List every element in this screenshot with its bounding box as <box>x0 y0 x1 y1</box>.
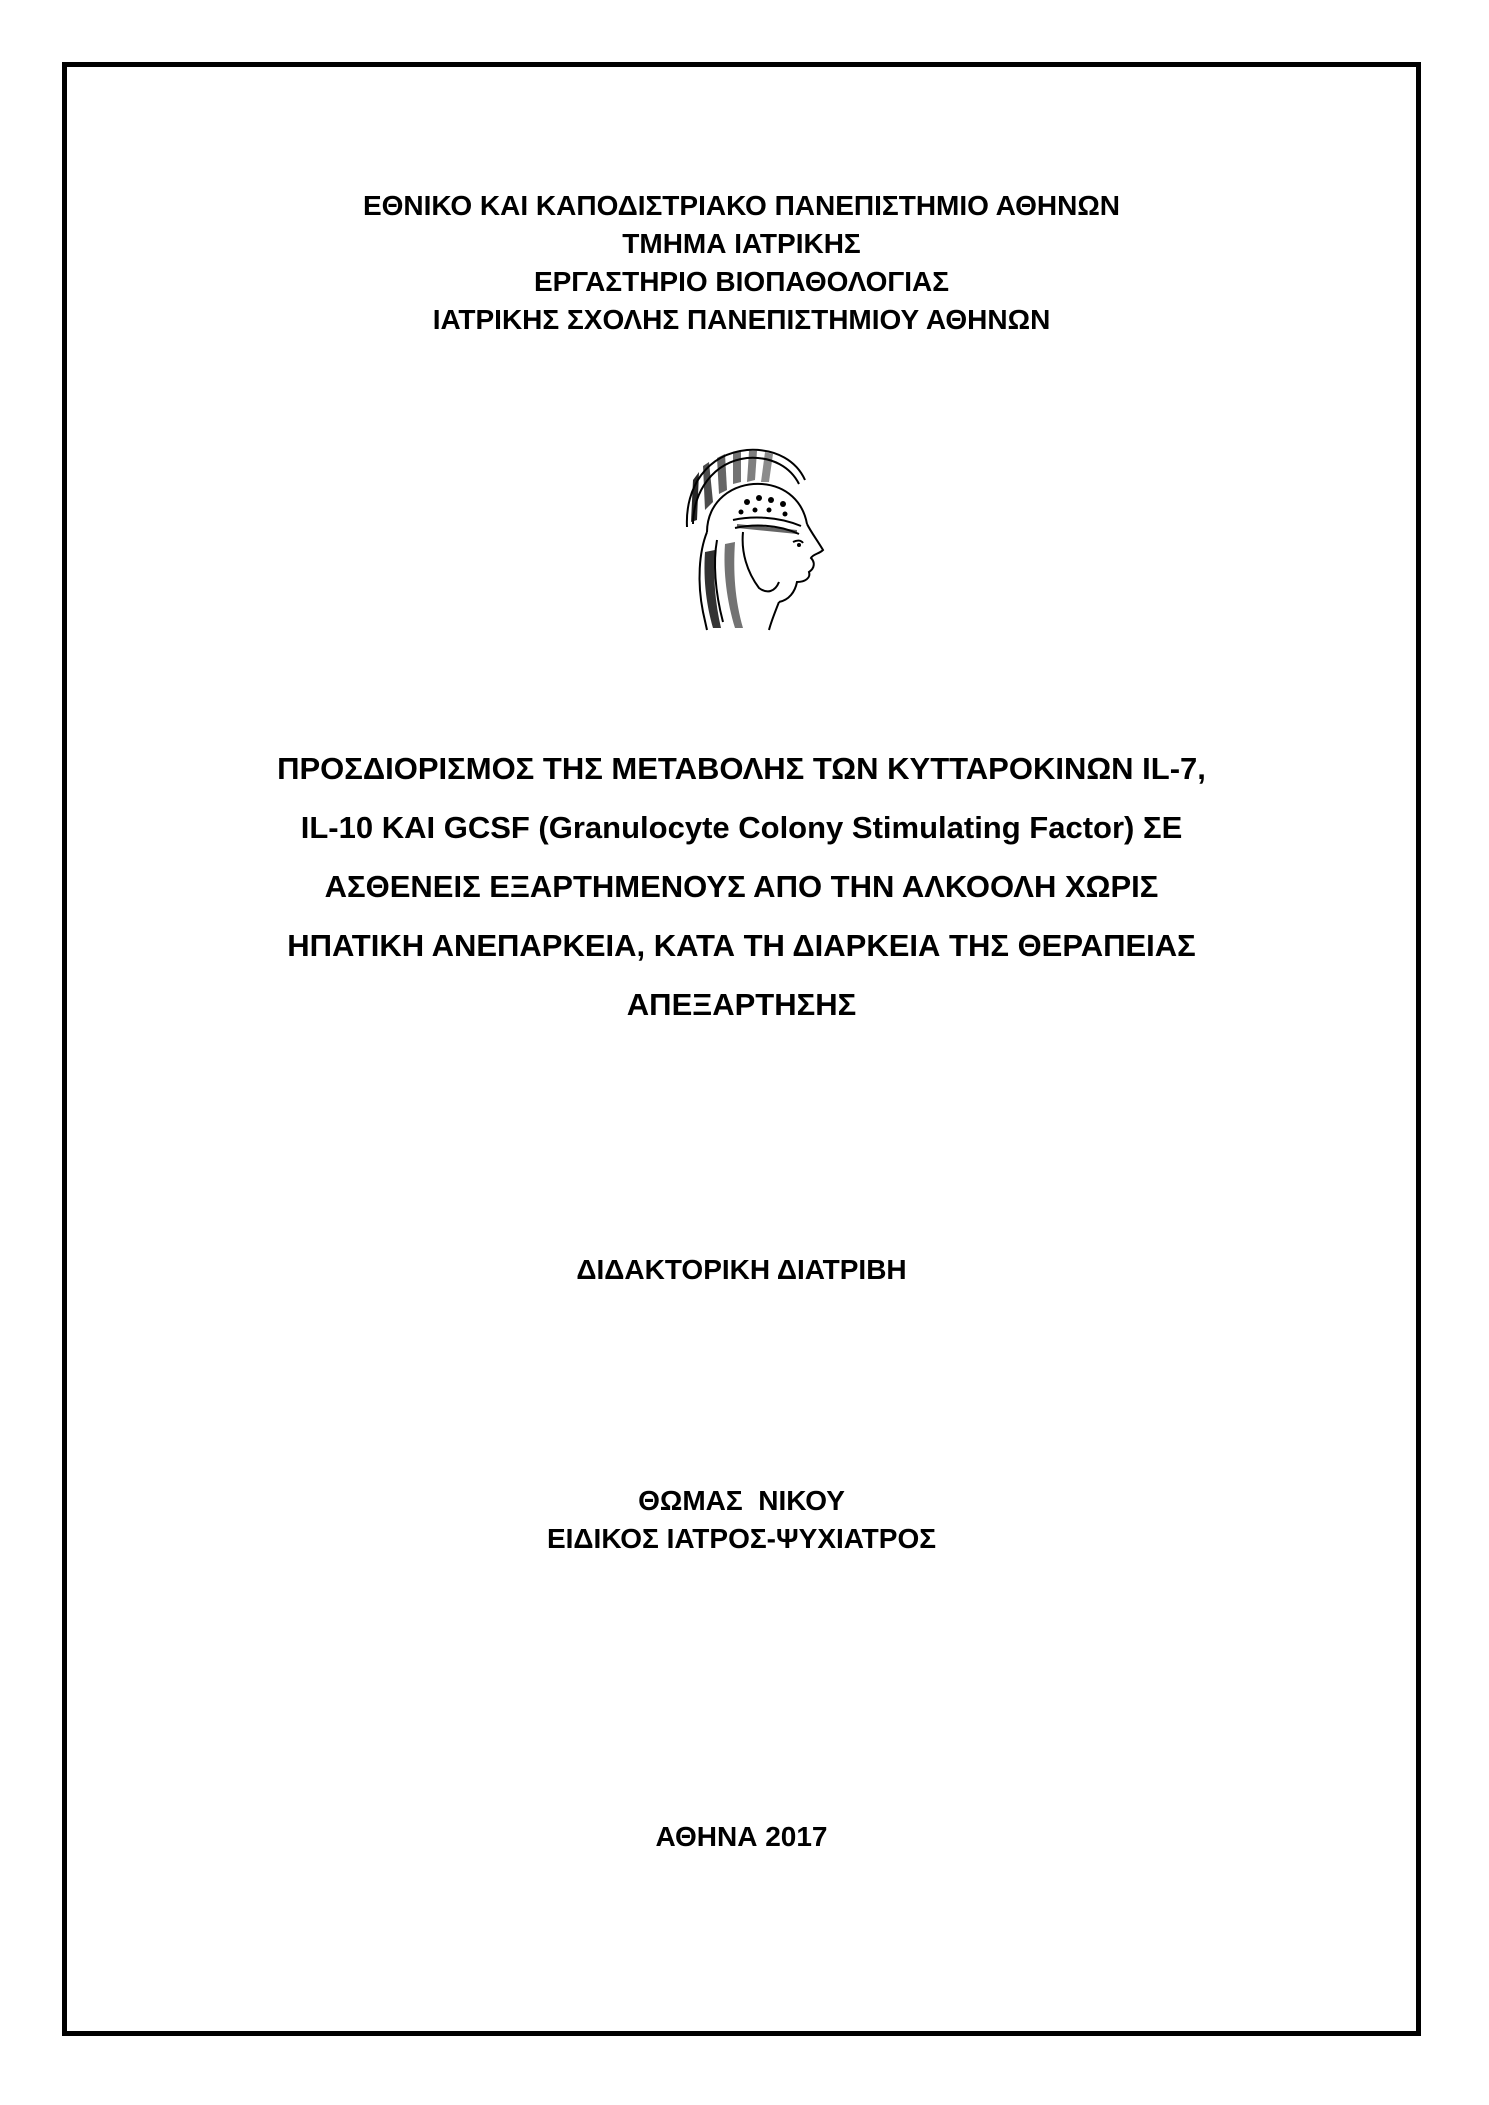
thesis-title-line: IL-10 KAI GCSF (Granulocyte Colony Stimulating Factor) ΣΕ <box>300 810 1183 845</box>
author-block <box>67 1482 1416 1558</box>
thesis-title-line: ΑΠΕΞΑΡΤΗΣΗΣ <box>626 987 857 1022</box>
institution-university: ΕΘΝΙΚΟ ΚΑΙ ΚΑΠΟΔΙΣΤΡΙΑΚΟ ΠΑΝΕΠΙΣΤΗΜΙΟ ΑΘΗΝΩΝ <box>362 190 1121 221</box>
athena-head-emblem-icon <box>647 432 837 632</box>
thesis-title-line: ΠΡΟΣΔΙΟΡΙΣΜΟΣ ΤΗΣ ΜΕΤΑΒΟΛΗΣ ΤΩΝ ΚΥΤΤΑΡΟΚΙΝΩΝ IL-7, <box>277 751 1206 786</box>
document-type: ΔΙΔΑΚΤΟΡΙΚΗ ΔΙΑΤΡΙΒΗ <box>576 1254 907 1285</box>
thesis-title-line: ΗΠΑΤΙΚΗ ΑΝΕΠΑΡΚΕΙΑ, ΚΑΤΑ ΤΗ ΔΙΑΡΚΕΙΑ ΤΗΣ ΘΕΡΑΠΕΙΑΣ <box>287 928 1196 963</box>
institution-school: ΙΑΤΡΙΚΗΣ ΣΧΟΛΗΣ ΠΑΝΕΠΙΣΤΗΜΙΟΥ ΑΘΗΝΩΝ <box>432 304 1051 335</box>
page-border <box>62 62 1421 2036</box>
institution-header <box>67 187 1416 339</box>
author-name: ΘΩΜΑΣ ΝΙΚΟΥ <box>638 1485 845 1516</box>
institution-department: ΤΜΗΜΑ ΙΑΤΡΙΚΗΣ <box>622 228 861 259</box>
author-role: ΕΙΔΙΚΟΣ ΙΑΤΡΟΣ-ΨΥΧΙΑΤΡΟΣ <box>546 1523 937 1554</box>
thesis-title <box>67 739 1416 1034</box>
thesis-title-line: ΑΣΘΕΝΕΙΣ ΕΞΑΡΤΗΜΕΝΟΥΣ ΑΠΟ ΤΗΝ ΑΛΚΟΟΛΗ ΧΩΡΙΣ <box>324 869 1159 904</box>
place-and-year: ΑΘΗΝΑ 2017 <box>655 1821 828 1852</box>
institution-laboratory: ΕΡΓΑΣΤΗΡΙΟ ΒΙΟΠΑΘΟΛΟΓΙΑΣ <box>533 266 950 297</box>
